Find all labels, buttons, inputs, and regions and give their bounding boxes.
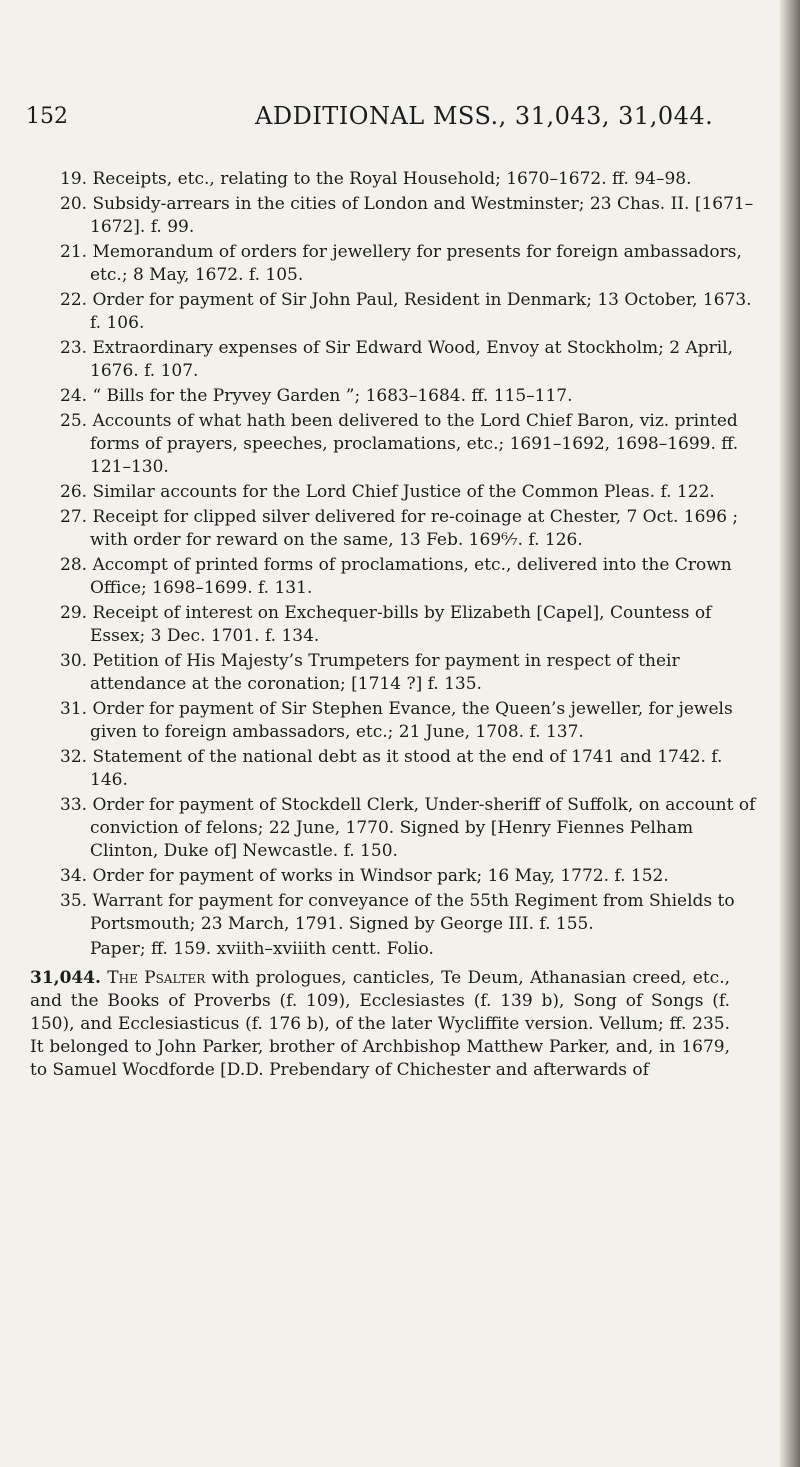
- next-manuscript-entry: [30, 967, 730, 1082]
- entry-number: 29.: [60, 603, 88, 623]
- entry-text: “ Bills for the Pryvey Garden ”; 1683–1684. ff. 115–117.: [92, 386, 573, 406]
- entry-text: Accompt of printed forms of proclamations, etc., delivered into the Crown Office; 1698–1699. f. 131.: [90, 555, 732, 598]
- entry-text: Subsidy-arrears in the cities of London and Westminster; 23 Chas. II. [1671–1672]. f. 99.: [90, 194, 754, 237]
- catalogue-entry: [60, 650, 760, 696]
- entry-text: Order for payment of Stockdell Clerk, Under-sheriff of Suffolk, on account of conviction of felons; 22 June, 1770. Signed by [Henry Fiennes Pelham Clinton, Duke of] Newcastle. f. 150.: [90, 795, 756, 861]
- entry-number: 34.: [60, 866, 88, 886]
- catalogue-entry: [60, 337, 760, 383]
- running-head: ADDITIONAL MSS., 31,043, 31,044.: [255, 102, 714, 130]
- catalogue-entry: [60, 193, 760, 239]
- entry-list: [60, 168, 760, 936]
- entry-number: 33.: [60, 795, 88, 815]
- entry-number: 31.: [60, 699, 88, 719]
- catalogue-entry: [60, 890, 760, 936]
- catalogue-entry: [60, 289, 760, 335]
- entry-text: Accounts of what hath been delivered to the Lord Chief Baron, viz. printed forms of prayers, speeches, proclamations, etc.; 1691–1692, 1698–1699. ff. 121–130.: [90, 411, 739, 477]
- catalogue-entry: [60, 794, 760, 863]
- catalogue-text: [30, 168, 760, 1099]
- entry-number: 19.: [60, 169, 88, 189]
- entry-number: 22.: [60, 290, 88, 310]
- entry-number: 23.: [60, 338, 88, 358]
- manuscript-title: The Psalter: [107, 968, 206, 988]
- entry-text: Order for payment of Sir John Paul, Resident in Denmark; 13 October, 1673. f. 106.: [90, 290, 752, 333]
- catalogue-entry: [60, 410, 760, 479]
- entry-text: Order for payment of works in Windsor park; 16 May, 1772. f. 152.: [92, 866, 669, 886]
- entry-number: 27.: [60, 507, 88, 527]
- entry-number: 25.: [60, 411, 88, 431]
- entry-text: Receipt of interest on Exchequer-bills by Elizabeth [Capel], Countess of Essex; 3 Dec. 1701. f. 134.: [90, 603, 712, 646]
- entry-text: Similar accounts for the Lord Chief Justice of the Common Pleas. f. 122.: [92, 482, 715, 502]
- entry-text: Receipt for clipped silver delivered for re-coinage at Chester, 7 Oct. 1696 ; with order for reward on the same, 13 Feb. 169⁶⁄₇. f. 126.: [90, 507, 739, 550]
- entry-number: 26.: [60, 482, 88, 502]
- catalogue-entry: [60, 241, 760, 287]
- entry-number: 35.: [60, 891, 88, 911]
- catalogue-entry: [60, 481, 760, 504]
- catalogue-entry: [60, 168, 760, 191]
- manuscript-number: 31,044.: [30, 968, 101, 988]
- entry-number: 21.: [60, 242, 88, 262]
- entry-number: 20.: [60, 194, 88, 214]
- page-number: 152: [26, 104, 68, 129]
- entry-text: Statement of the national debt as it stood at the end of 1741 and 1742. f. 146.: [90, 747, 723, 790]
- catalogue-entry: [60, 506, 760, 552]
- entry-number: 24.: [60, 386, 88, 406]
- manuscript-description: with prologues, canticles, Te Deum, Athanasian creed, etc., and the Books of Proverbs (f. 109), Ecclesiastes (f. 139 b), Song of Songs (f. 150), and Ecclesiasticus (f. 176 b), of the later Wycliffite version. Vellum; ff. 235. It belonged to John Parker, brother of Archbishop Matthew Parker, and, in 1679, to Samuel Wocdforde [D.D. Prebendary of Chichester and afterwards of: [30, 968, 731, 1080]
- entry-text: Order for payment of Sir Stephen Evance, the Queen’s jeweller, for jewels given to foreign ambassadors, etc.; 21 June, 1708. f. 137.: [90, 699, 733, 742]
- entry-text: Memorandum of orders for jewellery for presents for foreign ambassadors, etc.; 8 May, 1672. f. 105.: [90, 242, 742, 285]
- catalogue-entry: [60, 602, 760, 648]
- entry-number: 30.: [60, 651, 88, 671]
- entry-text: Extraordinary expenses of Sir Edward Wood, Envoy at Stockholm; 2 April, 1676. f. 107.: [90, 338, 734, 381]
- catalogue-entry: [60, 385, 760, 408]
- entry-text: Warrant for payment for conveyance of the 55th Regiment from Shields to Portsmouth; 23 March, 1791. Signed by George III. f. 155.: [90, 891, 735, 934]
- catalogue-entry: [60, 865, 760, 888]
- physical-description: Paper; ff. 159. xviith–xviiith centt. Folio.: [90, 939, 434, 959]
- entry-text: Receipts, etc., relating to the Royal Household; 1670–1672. ff. 94–98.: [92, 169, 692, 189]
- entry-number: 32.: [60, 747, 88, 767]
- entry-text: Petition of His Majesty’s Trumpeters for payment in respect of their attendance at the coronation; [1714 ?] f. 135.: [90, 651, 680, 694]
- page-header: [26, 100, 766, 136]
- catalogue-entry: [60, 746, 760, 792]
- catalogue-entry: [60, 554, 760, 600]
- catalogue-entry: [60, 698, 760, 744]
- page-edge-shadow: [780, 0, 800, 1467]
- entry-number: 28.: [60, 555, 88, 575]
